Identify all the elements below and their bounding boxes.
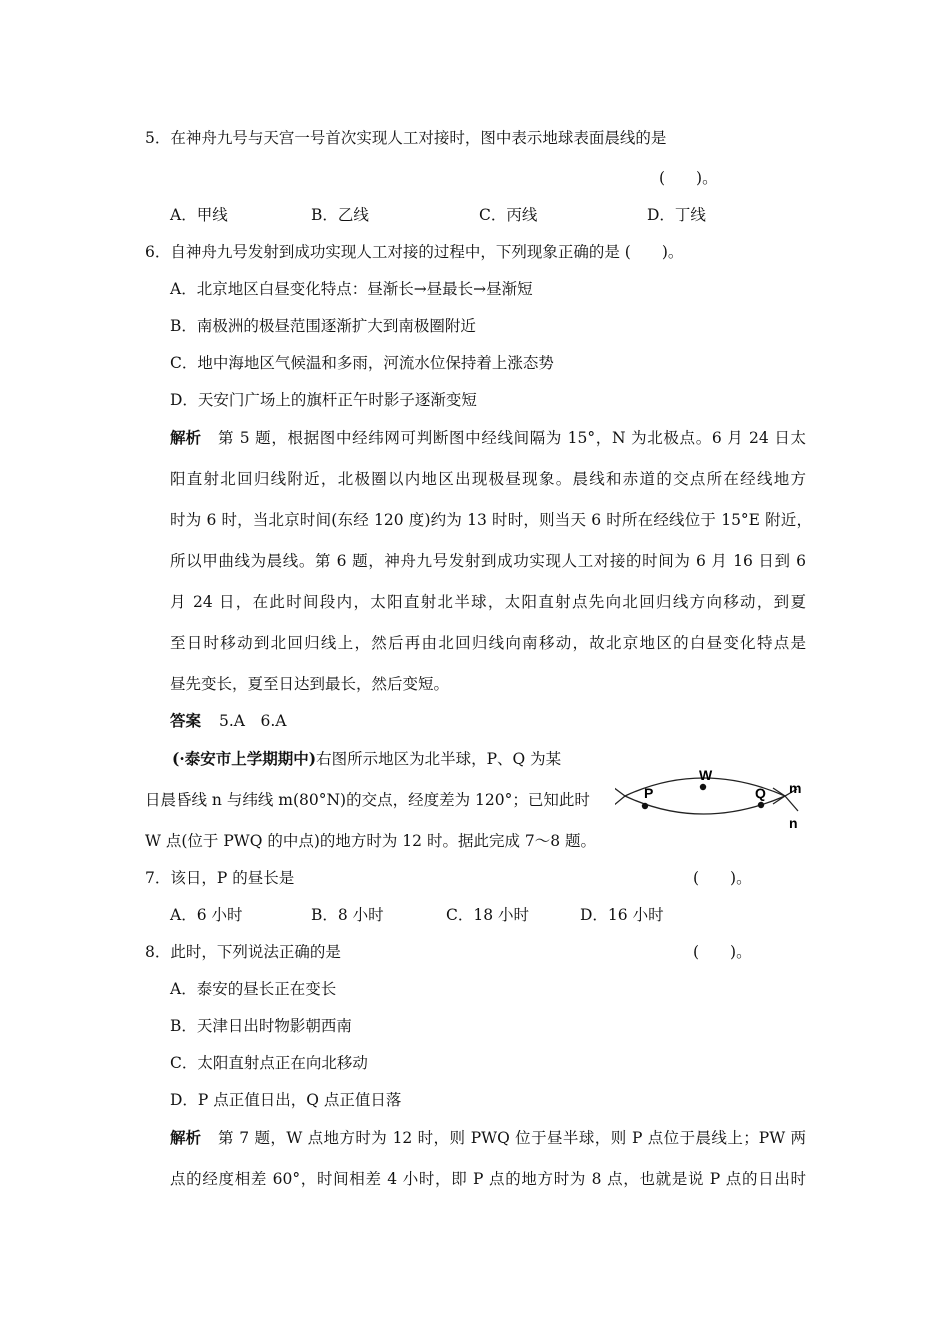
analysis1-label: 解析 [170, 428, 202, 447]
point-w [700, 784, 706, 790]
q7-answer-paren: ( )。 [693, 869, 752, 887]
q7-stem: 7．该日，P 的昼长是 [145, 869, 295, 887]
q5-stem: 5．在神舟九号与天宫一号首次实现人工对接时，图中表示地球表面晨线的是 [145, 129, 667, 147]
q6-stem: 6．自神舟九号发射到成功实现人工对接的过程中，下列现象正确的是 ( )。 [145, 243, 684, 261]
q8-option-d: D．P 点正值日出，Q 点正值日落 [170, 1091, 402, 1109]
q8-answer-paren: ( )。 [693, 943, 752, 961]
analysis2-line-1: 第 7 题，W 点地方时为 12 时，则 PWQ 位于昼半球，则 P 点位于晨线上；PW 两 [218, 1129, 806, 1147]
q6-option-a: A．北京地区白昼变化特点：昼渐长→昼最长→昼渐短 [170, 280, 533, 298]
q6-option-b: B．南极洲的极昼范围逐渐扩大到南极圈附近 [170, 317, 476, 335]
intro-line-1-rest: 右图所示地区为北半球，P、Q 为某 [316, 750, 562, 768]
q8-option-a: A．泰安的昼长正在变长 [170, 980, 337, 998]
answer1-label: 答案 [170, 711, 202, 730]
label-q: Q [755, 785, 766, 801]
intro-source: (·泰安市上学期期中) [172, 749, 317, 768]
q5-answer-paren: ( )。 [659, 169, 718, 187]
label-p: P [644, 785, 654, 801]
q5-option-b: B．乙线 [311, 206, 369, 224]
q5-option-c: C．丙线 [479, 206, 538, 224]
q5-option-d: D．丁线 [647, 206, 706, 224]
intro-line-1 [172, 749, 561, 769]
label-w: W [699, 767, 713, 783]
analysis1-line-4: 所以甲曲线为晨线。第 6 题，神舟九号发射到成功实现人工对接的时间为 6 月 16 日到 6 [170, 552, 806, 570]
analysis1-line-1: 第 5 题，根据图中经纬网可判断图中经线间隔为 15°，N 为北极点。6 月 24 日太 [218, 429, 806, 447]
curve-tail-right [773, 788, 785, 804]
analysis1-line-6: 至日时移动到北回归线上，然后再由北回归线向南移动，故北京地区的白昼变化特点是 [170, 634, 806, 652]
terminator-figure [615, 760, 815, 832]
label-n: n [789, 815, 798, 831]
q7-option-d: D．16 小时 [580, 906, 664, 924]
intro-line-3: W 点(位于 PWQ 的中点)的地方时为 12 时。据此完成 7～8 题。 [145, 832, 597, 850]
q7-option-c: C．18 小时 [446, 906, 530, 924]
analysis1-line-7: 昼先变长，夏至日达到最长，然后变短。 [170, 675, 450, 693]
analysis2-line-2: 点的经度相差 60°，时间相差 4 小时，即 P 点的地方时为 8 点，也就是说 P 点的日出时 [170, 1170, 806, 1188]
q5-option-a: A．甲线 [170, 206, 228, 224]
analysis1-line-2: 阳直射北回归线附近，北极圈以内地区出现极昼现象。晨线和赤道的交点所在经线地方 [170, 470, 806, 488]
q8-option-c: C．太阳直射点正在向北移动 [170, 1054, 368, 1072]
analysis1-line-3: 时为 6 时，当北京时间(东经 120 度)约为 13 时时，则当天 6 时所在经线位于 15°E 附近， [170, 511, 812, 529]
curve-tail-left [615, 787, 625, 806]
q7-option-b: B．8 小时 [311, 906, 384, 924]
q7-option-a: A．6 小时 [170, 906, 243, 924]
label-m: m [789, 780, 802, 796]
point-q [758, 802, 764, 808]
q6-option-c: C．地中海地区气候温和多雨，河流水位保持着上涨态势 [170, 354, 554, 372]
q6-option-d: D．天安门广场上的旗杆正午时影子逐渐变短 [170, 391, 477, 409]
q8-stem: 8．此时，下列说法正确的是 [145, 943, 341, 961]
analysis2-label: 解析 [170, 1128, 202, 1147]
analysis1-line-5: 月 24 日，在此时间段内，太阳直射北半球，太阳直射点先向北回归线方向移动，到夏 [170, 593, 806, 611]
intro-line-2: 日晨昏线 n 与纬线 m(80°N)的交点，经度差为 120°；已知此时 [145, 791, 590, 809]
q8-option-b: B．天津日出时物影朝西南 [170, 1017, 352, 1035]
point-p [642, 803, 648, 809]
answer1-text: 5.A 6.A [219, 712, 287, 730]
